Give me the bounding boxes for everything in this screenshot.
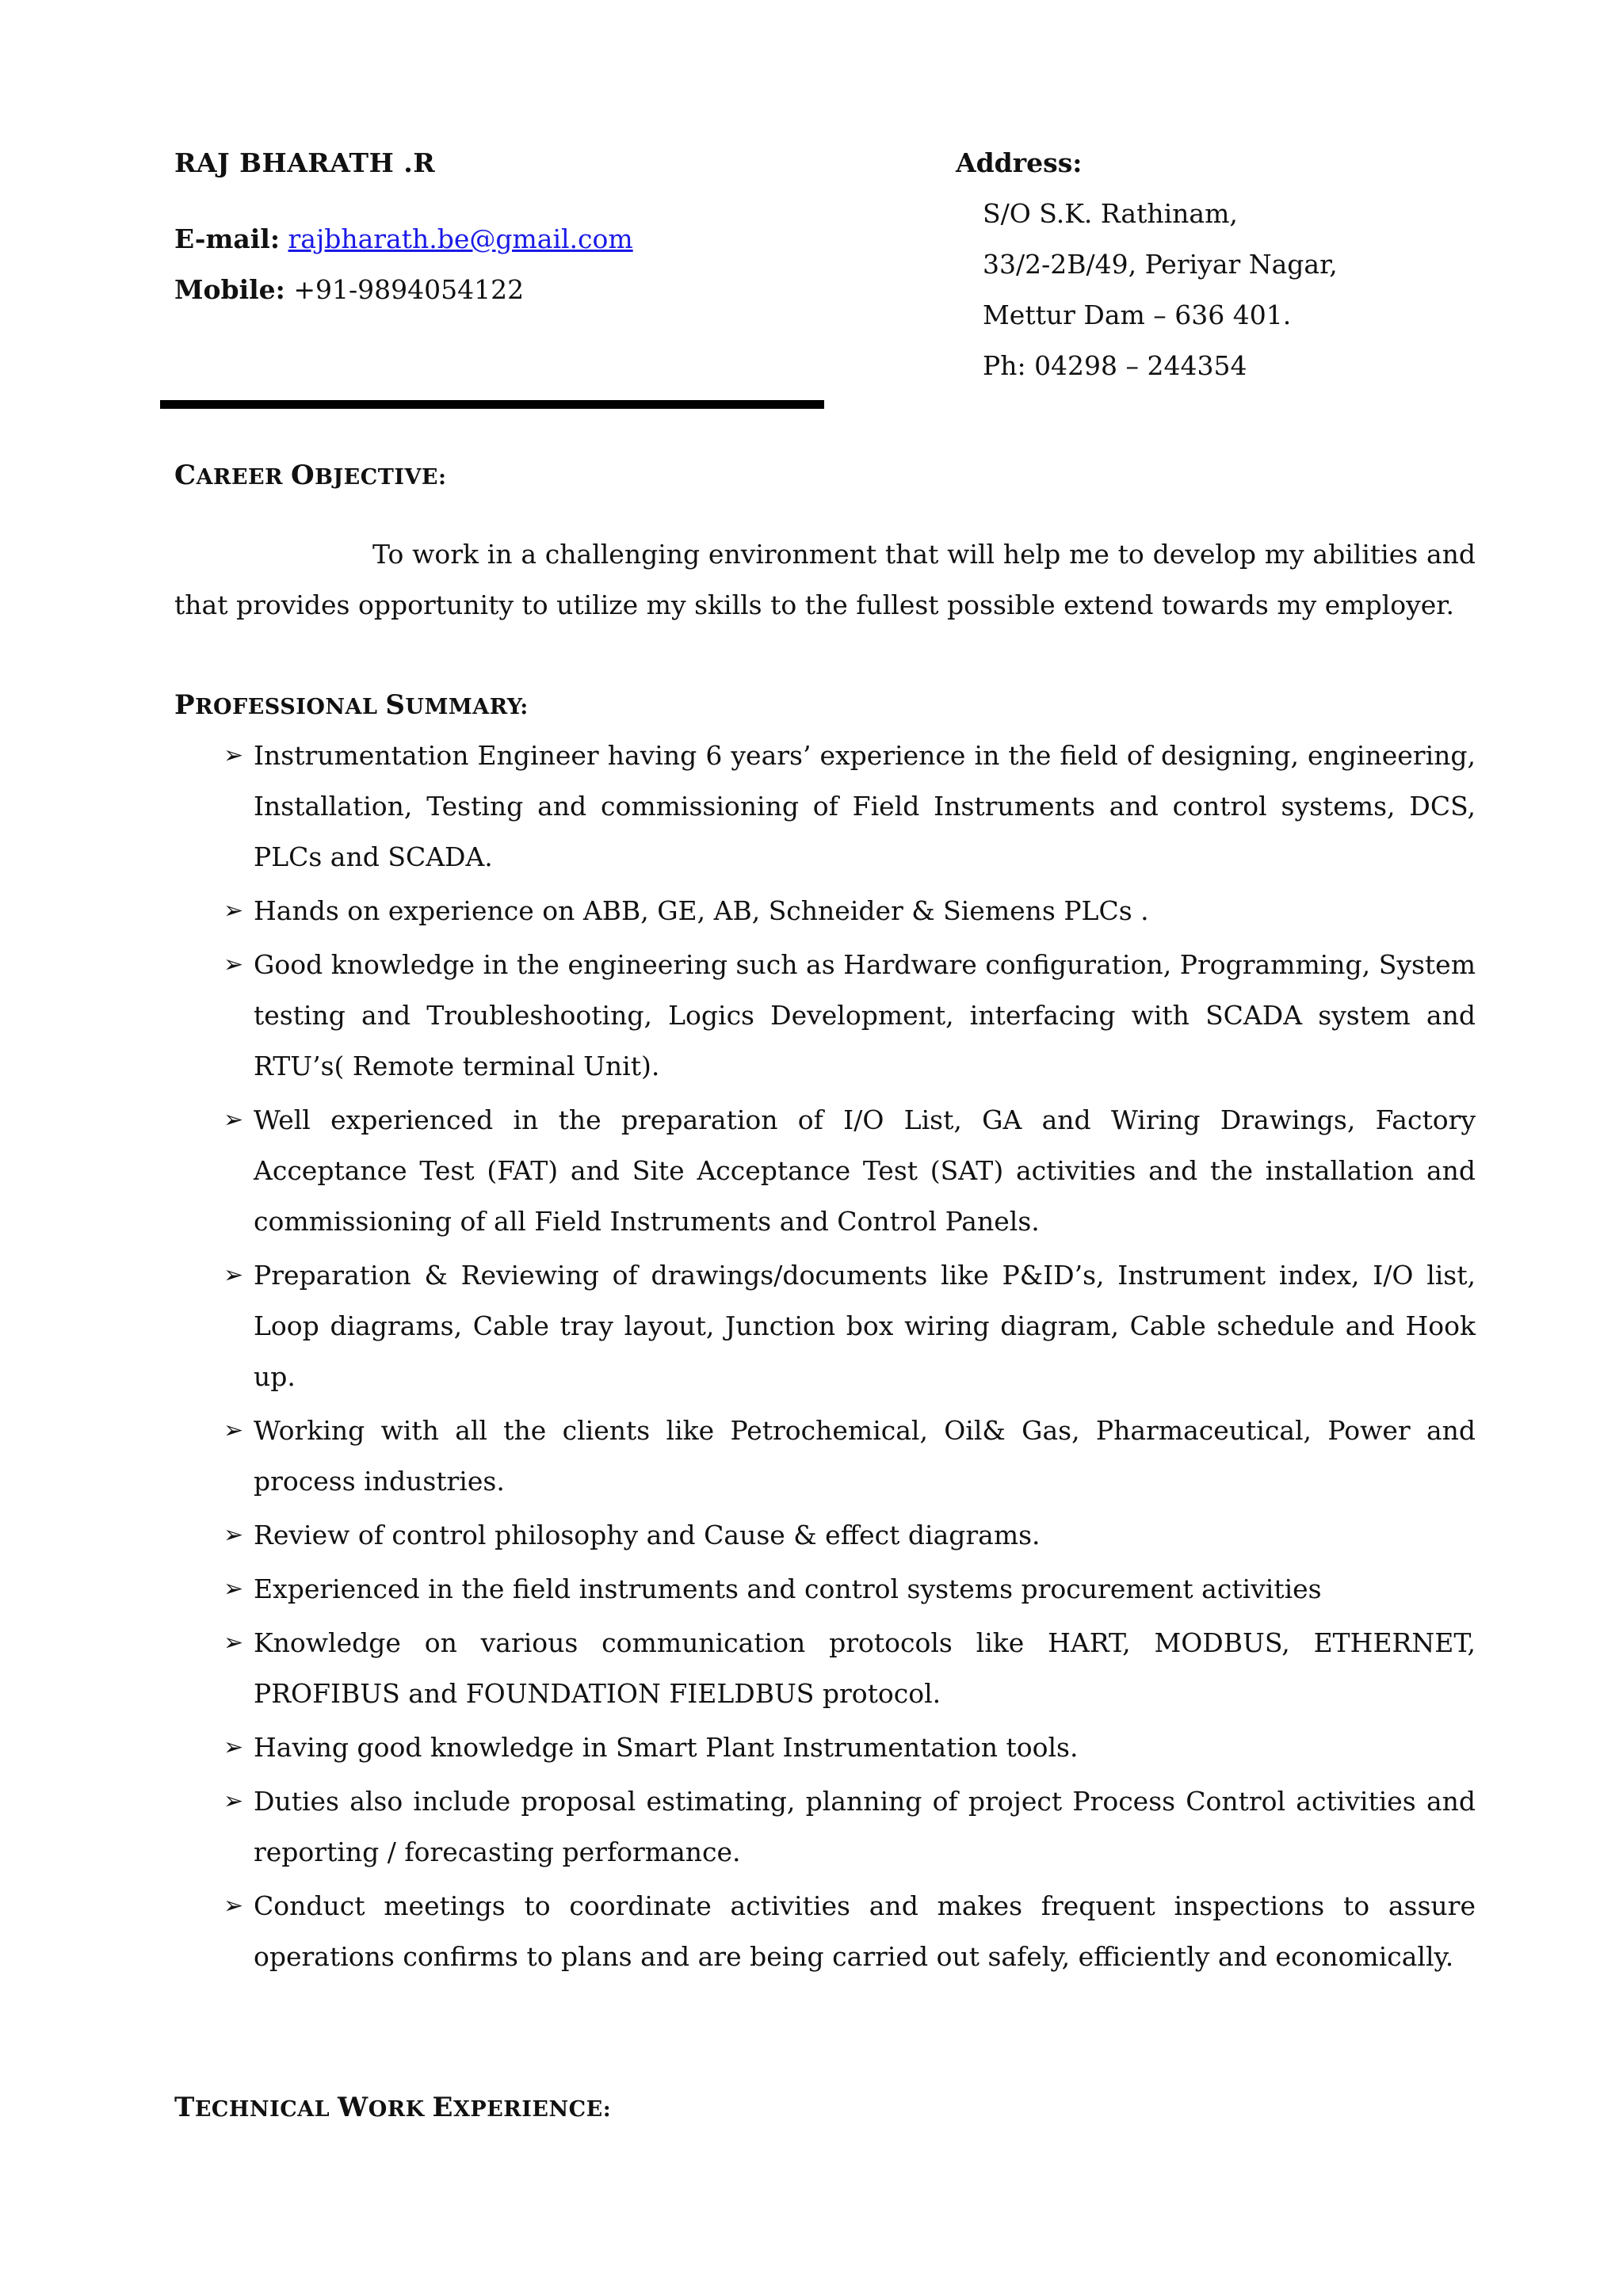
arrow-bullet-icon: ➢ bbox=[223, 1787, 244, 1815]
summary-item-text: Experienced in the field instruments and control systems procurement activities bbox=[254, 1573, 1322, 1604]
address-line: Mettur Dam – 636 401. bbox=[983, 299, 1292, 330]
summary-item bbox=[174, 940, 1476, 1092]
summary-item-text: Having good knowledge in Smart Plant Instrumentation tools. bbox=[254, 1732, 1079, 1763]
summary-item-text: Knowledge on various communication protocols like HART, MODBUS, ETHERNET, PROFIBUS and FOUNDATION FIELDBUS protocol. bbox=[254, 1627, 1476, 1709]
heading-rest: AREER bbox=[196, 465, 291, 490]
summary-item-text: Well experienced in the preparation of I/O List, GA and Wiring Drawings, Factory Acceptance Test (FAT) and Site Acceptance Test (SAT) activities and the installation and commissioning of all Field Instruments and Control Panels. bbox=[254, 1104, 1476, 1237]
summary-item bbox=[174, 1510, 1476, 1561]
heading-rest: ECHNICAL bbox=[194, 2097, 338, 2122]
summary-item-text: Working with all the clients like Petrochemical, Oil& Gas, Pharmaceutical, Power and process industries. bbox=[254, 1415, 1476, 1497]
summary-item-text: Duties also include proposal estimating, planning of project Process Control activities and reporting / forecasting performance. bbox=[254, 1786, 1476, 1867]
summary-item bbox=[174, 1405, 1476, 1507]
summary-item bbox=[174, 1618, 1476, 1719]
career-objective-text: To work in a challenging environment that will help me to develop my abilities and that provides opportunity to utilize my skills to the fullest possible extend towards my employer. bbox=[174, 539, 1476, 620]
address-title: Address: bbox=[956, 147, 1083, 178]
arrow-bullet-icon: ➢ bbox=[223, 1261, 244, 1289]
summary-item bbox=[174, 1881, 1476, 1982]
arrow-bullet-icon: ➢ bbox=[223, 897, 244, 925]
arrow-bullet-icon: ➢ bbox=[223, 951, 244, 978]
email-link[interactable]: rajbharath.be@gmail.com bbox=[288, 223, 633, 254]
address-line: Ph: 04298 – 244354 bbox=[983, 350, 1247, 381]
heading-cap: P bbox=[174, 689, 196, 721]
summary-item-text: Conduct meetings to coordinate activities and makes frequent inspections to assure operations confirms to plans and are being carried out safely, efficiently and economically. bbox=[254, 1890, 1476, 1972]
heading-rest: ORK bbox=[368, 2097, 433, 2122]
summary-item bbox=[174, 1722, 1476, 1773]
arrow-bullet-icon: ➢ bbox=[223, 742, 244, 769]
summary-item-text: Good knowledge in the engineering such as Hardware configuration, Programming, System testing and Troubleshooting, Logics Development, interfacing with SCADA system and RTU’s( Remote terminal Unit). bbox=[254, 949, 1476, 1081]
mobile-number: +91-9894054122 bbox=[293, 274, 525, 305]
summary-item bbox=[174, 1250, 1476, 1402]
arrow-bullet-icon: ➢ bbox=[223, 1575, 244, 1603]
arrow-bullet-icon: ➢ bbox=[223, 1417, 244, 1444]
summary-item bbox=[174, 1776, 1476, 1878]
summary-item-text: Hands on experience on ABB, GE, AB, Schneider & Siemens PLCs . bbox=[254, 895, 1149, 926]
candidate-name: RAJ BHARATH .R bbox=[174, 147, 436, 178]
summary-item bbox=[174, 730, 1476, 883]
heading-cap: E bbox=[432, 2092, 453, 2123]
header-divider bbox=[160, 400, 824, 409]
heading-cap: C bbox=[174, 460, 197, 491]
heading-cap: W bbox=[338, 2092, 369, 2123]
summary-item bbox=[174, 1095, 1476, 1247]
mobile-line bbox=[174, 274, 524, 305]
heading-rest: XPERIENCE: bbox=[453, 2097, 612, 2122]
heading-rest: UMMARY: bbox=[405, 695, 529, 719]
heading-cap: O bbox=[290, 460, 315, 491]
summary-item-text: Instrumentation Engineer having 6 years’ experience in the field of designing, engineering, Installation, Testing and commissioning of Field Instruments and control systems, DCS, PLCs and SCADA. bbox=[254, 740, 1476, 872]
heading-rest: BJECTIVE: bbox=[315, 465, 447, 490]
heading-cap: T bbox=[174, 2092, 195, 2123]
professional-summary-heading bbox=[174, 689, 529, 721]
arrow-bullet-icon: ➢ bbox=[223, 1106, 244, 1134]
summary-item bbox=[174, 886, 1476, 936]
mobile-label: Mobile: bbox=[174, 274, 285, 305]
career-objective-heading bbox=[174, 460, 446, 491]
summary-item-text: Preparation & Reviewing of drawings/documents like P&ID’s, Instrument index, I/O list, Loop diagrams, Cable tray layout, Junction box wiring diagram, Cable schedule and Hook up. bbox=[254, 1260, 1476, 1392]
summary-item bbox=[174, 1564, 1476, 1615]
arrow-bullet-icon: ➢ bbox=[223, 1892, 244, 1920]
technical-work-experience-heading bbox=[174, 2092, 611, 2123]
professional-summary-list bbox=[174, 730, 1476, 1985]
address-line: 33/2-2B/49, Periyar Nagar, bbox=[983, 249, 1338, 280]
heading-cap: S bbox=[385, 689, 406, 721]
address-line: S/O S.K. Rathinam, bbox=[983, 198, 1238, 229]
summary-item-text: Review of control philosophy and Cause & effect diagrams. bbox=[254, 1520, 1041, 1550]
arrow-bullet-icon: ➢ bbox=[223, 1733, 244, 1761]
email-line bbox=[174, 223, 633, 254]
arrow-bullet-icon: ➢ bbox=[223, 1521, 244, 1549]
heading-rest: ROFESSIONAL bbox=[195, 695, 386, 719]
arrow-bullet-icon: ➢ bbox=[223, 1629, 244, 1657]
email-label: E-mail: bbox=[174, 223, 281, 254]
